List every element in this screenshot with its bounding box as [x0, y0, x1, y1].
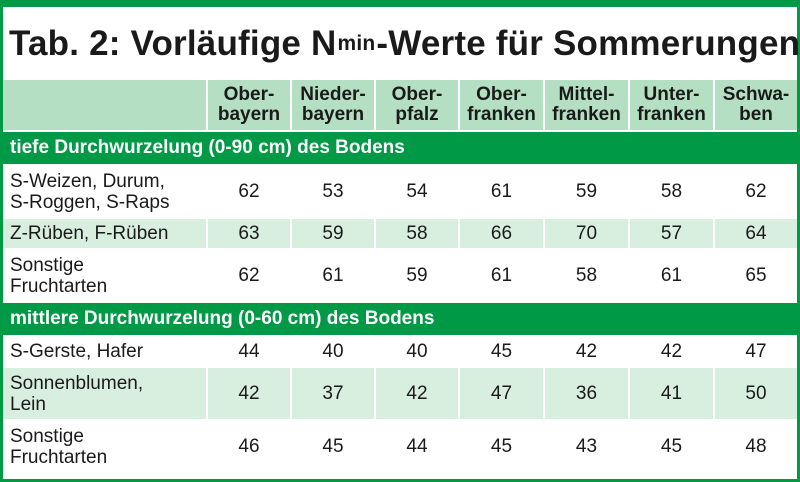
col-header: Ober- bayern [206, 80, 290, 132]
table-cell: 45 [458, 421, 543, 474]
title-prefix: Tab. 2: Vorläufige N [9, 23, 337, 63]
row-label: S-Weizen, Durum, S-Roggen, S-Raps [3, 166, 206, 219]
table-cell: 62 [206, 250, 290, 303]
data-table [3, 80, 797, 474]
table-cell: 47 [713, 337, 797, 368]
table-cell: 47 [458, 368, 543, 421]
table-cell: 40 [290, 337, 374, 368]
col-header: Nieder- bayern [290, 80, 374, 132]
table-cell: 61 [458, 166, 543, 219]
table-cell: 61 [290, 250, 374, 303]
table-cell: 44 [374, 421, 458, 474]
table-cell: 42 [206, 368, 290, 421]
table-cell: 53 [290, 166, 374, 219]
table-cell: 41 [628, 368, 713, 421]
col-header: Ober- pfalz [374, 80, 458, 132]
table-cell: 59 [543, 166, 628, 219]
col-header: Mittel- franken [543, 80, 628, 132]
table-cell: 46 [206, 421, 290, 474]
table-cell: 45 [290, 421, 374, 474]
table-cell: 37 [290, 368, 374, 421]
table-cell: 43 [543, 421, 628, 474]
table-cell: 62 [206, 166, 290, 219]
header-corner [3, 80, 206, 132]
table-cell: 42 [628, 337, 713, 368]
row-label: Sonnenblumen, Lein [3, 368, 206, 421]
table-cell: 58 [543, 250, 628, 303]
title-suffix: -Werte für Sommerungen [376, 23, 800, 63]
table-cell: 50 [713, 368, 797, 421]
table-cell: 64 [713, 219, 797, 250]
table-cell: 65 [713, 250, 797, 303]
section-heading: tiefe Durchwurzelung (0-90 cm) des Bodens [3, 132, 797, 166]
table-cell: 42 [374, 368, 458, 421]
title-subscript: min [337, 31, 376, 55]
row-label: Z-Rüben, F-Rüben [3, 219, 206, 250]
table-cell: 54 [374, 166, 458, 219]
table-cell: 66 [458, 219, 543, 250]
section-heading: mittlere Durchwurzelung (0-60 cm) des Bodens [3, 303, 797, 337]
row-label: S-Gerste, Hafer [3, 337, 206, 368]
table-cell: 44 [206, 337, 290, 368]
table-cell: 40 [374, 337, 458, 368]
table-cell: 59 [290, 219, 374, 250]
table-cell: 59 [374, 250, 458, 303]
table-cell: 48 [713, 421, 797, 474]
col-header: Ober- franken [458, 80, 543, 132]
col-header: Unter- franken [628, 80, 713, 132]
row-label: Sonstige Fruchtarten [3, 421, 206, 474]
table-cell: 45 [458, 337, 543, 368]
table-cell: 57 [628, 219, 713, 250]
table-cell: 61 [628, 250, 713, 303]
table-cell: 45 [628, 421, 713, 474]
table-title [3, 7, 800, 80]
table-cell: 36 [543, 368, 628, 421]
table-cell: 62 [713, 166, 797, 219]
table-cell: 58 [374, 219, 458, 250]
table-cell: 63 [206, 219, 290, 250]
table-cell: 42 [543, 337, 628, 368]
row-label: Sonstige Fruchtarten [3, 250, 206, 303]
top-accent-bar [3, 0, 797, 7]
table-cell: 70 [543, 219, 628, 250]
table-cell: 58 [628, 166, 713, 219]
table-cell: 61 [458, 250, 543, 303]
col-header: Schwa- ben [713, 80, 797, 132]
